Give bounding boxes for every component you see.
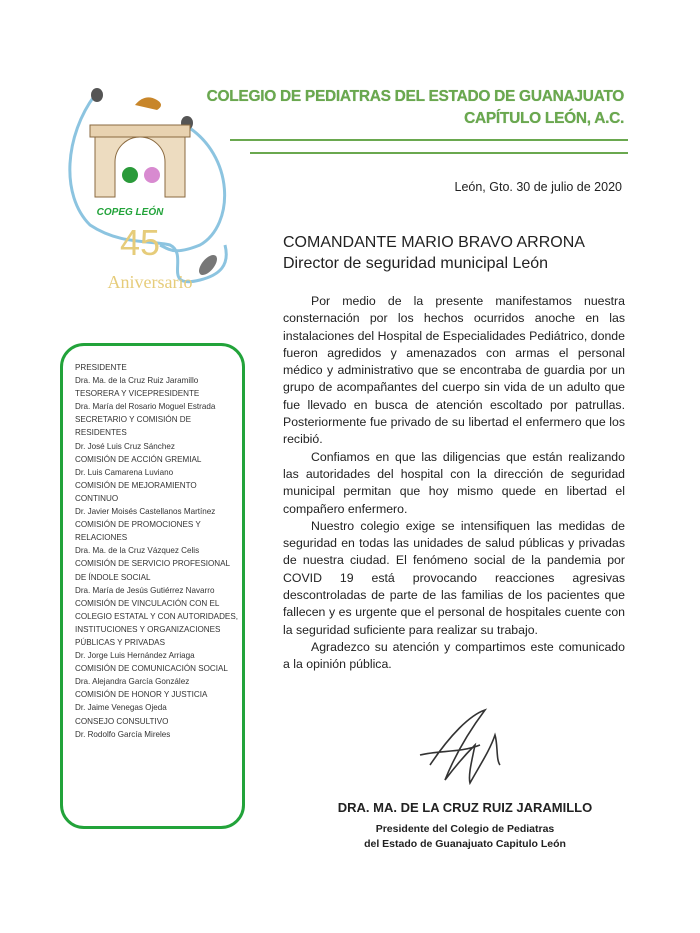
- logo-anniversary-number: 45: [119, 222, 161, 263]
- header-rule-bottom: [250, 152, 628, 154]
- board-member-name: Dra. María del Rosario Moguel Estrada: [75, 402, 216, 412]
- board-member-name: Dr. Jorge Luis Hernández Arriaga: [75, 651, 195, 661]
- board-position: TESORERA Y VICEPRESIDENTE: [75, 389, 200, 399]
- body-paragraph: Nuestro colegio exige se intensifiquen las medidas de seguridad en todas las unidades de salud públicas y privadas de nuestra ciudad. El fenómeno social de la pandemia por COVID 19 está provocando reacciones agresivas descontroladas de parte de las familias de los pacientes que fallecen y es urgente que el personal de hospitales cuente con la seguridad suficiente para realizar su trabajo.: [283, 518, 625, 637]
- board-position: CONSEJO CONSULTIVO: [75, 716, 169, 726]
- board-member-name: Dra. María de Jesús Gutiérrez Navarro: [75, 585, 215, 595]
- signer-role-line1: Presidente del Colegio de Pediatras: [375, 823, 555, 835]
- board-member-name: Dra. Alejandra García González: [75, 677, 190, 687]
- logo-anniversary-text: Aniversario: [107, 272, 193, 292]
- recipient-block: [283, 232, 585, 274]
- board-member-name: Dr. Rodolfo García Mireles: [75, 729, 171, 739]
- copeg-logo: [60, 75, 245, 300]
- board-position: COMISIÓN DE PROMOCIONES Y RELACIONES: [75, 520, 201, 543]
- logo-text: COPEG LEÓN: [96, 207, 164, 218]
- board-position: COMISIÓN DE COMUNICACIÓN SOCIAL: [75, 664, 228, 674]
- board-member-name: Dr. José Luis Cruz Sánchez: [75, 441, 175, 451]
- board-member-name: Dra. Ma. de la Cruz Ruiz Jaramillo: [75, 376, 199, 386]
- board-member-name: Dr. Jaime Venegas Ojeda: [75, 703, 167, 713]
- body-paragraph: Por medio de la presente manifestamos nuestra consternación por los hechos ocurridos anoche en las instalaciones del Hospital de Especialidades Pediátrico, donde fueron agredidos y amenazados con armas el personal médico y administrativo que se encontraba de guardia por un grupo de acompañantes del cuerpo sin vida de un adulto que fue llevado en busca de atención escoltado por patrullas. Posteriormente fue privado de su libertad el enfermero que los recibió.: [283, 294, 625, 447]
- board-member-name: Dr. Luis Camarena Luviano: [75, 467, 174, 477]
- board-position: SECRETARIO Y COMISIÓN DE RESIDENTES: [75, 415, 192, 438]
- board-member-name: Dra. Ma. de la Cruz Vázquez Celis: [75, 546, 200, 556]
- body-paragraph: Agradezco su atención y compartimos este comunicado a la opinión pública.: [283, 639, 625, 672]
- recipient-name: COMANDANTE MARIO BRAVO ARRONA: [283, 234, 585, 251]
- board-position: COMISIÓN DE VINCULACIÓN CON EL COLEGIO ESTATAL Y CON AUTORIDADES, INSTITUCIONES Y ORGANIZACIONES PÚBLICAS Y PRIVADAS: [75, 598, 238, 647]
- organization-name: COLEGIO DE PEDIATRAS DEL ESTADO DE GUANAJUATO: [206, 88, 624, 105]
- board-position: PRESIDENTE: [75, 363, 127, 372]
- board-members-box: [60, 343, 245, 829]
- board-position: COMISIÓN DE ACCIÓN GREMIAL: [75, 454, 202, 464]
- board-member-name: Dr. Javier Moisés Castellanos Martínez: [75, 507, 216, 517]
- body-paragraph: Confiamos en que las diligencias que están realizando las autoridades del hospital con la dirección de seguridad municipal permitan que hoy mismo quede en libertad el compañero enfermero.: [283, 449, 625, 516]
- letter-date: León, Gto. 30 de julio de 2020: [454, 180, 622, 194]
- board-members-list: [75, 361, 240, 741]
- organization-chapter: CAPÍTULO LEÓN, A.C.: [464, 110, 624, 127]
- signer-name: DRA. MA. DE LA CRUZ RUIZ JARAMILLO: [337, 800, 593, 815]
- signer-role-line2: del Estado de Guanajuato Capitulo León: [364, 838, 566, 850]
- board-position: COMISIÓN DE SERVICIO PROFESIONAL DE ÍNDOLE SOCIAL: [75, 559, 230, 582]
- signature: [410, 705, 520, 790]
- letter-body: [283, 293, 625, 674]
- board-position: COMISIÓN DE HONOR Y JUSTICIA: [75, 690, 208, 700]
- recipient-title: Director de seguridad municipal León: [283, 255, 549, 272]
- header-rule-top: [230, 139, 628, 141]
- board-position: COMISIÓN DE MEJORAMIENTO CONTINUO: [75, 480, 197, 503]
